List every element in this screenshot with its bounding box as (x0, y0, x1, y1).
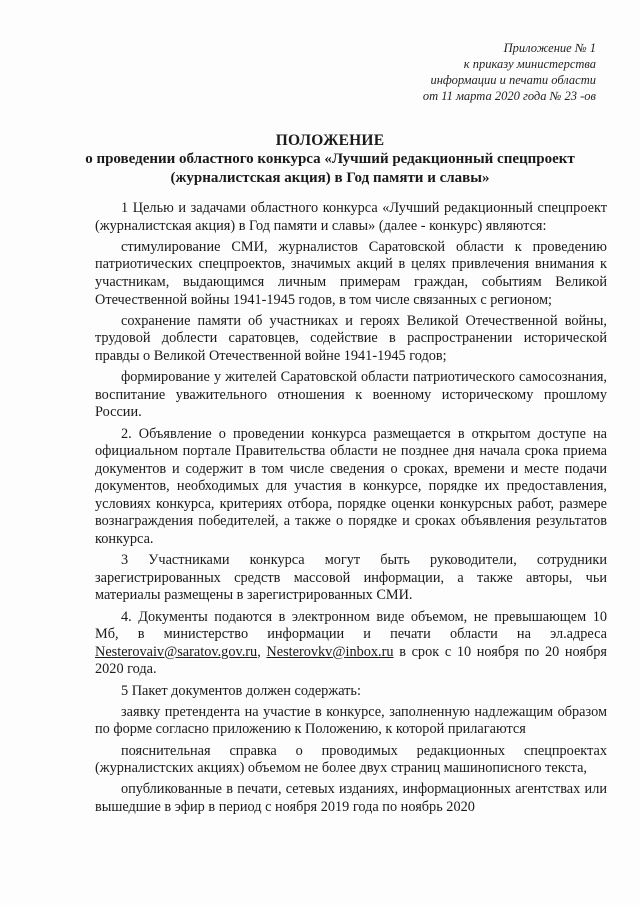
annex-line-2: к приказу министерства (463, 57, 596, 71)
document-subtitle (60, 150, 600, 188)
annex-line-3: информации и печати области (430, 73, 596, 87)
paragraph-7-start: 4. Документы подаются в электронном виде объемом, не превышающем 10 Мб, в министерство информации и печати области на эл.адреса (95, 608, 607, 643)
paragraph-5: 2. Объявление о проведении конкурса размещается в открытом доступе на официальном портале Правительства области не позднее дня начала срока приема документов и содержит в том числе сведения о сроках, времени и месте подачи документов, необходимых для участия в конкурсе, порядке их предоставления, условиях конкурса, критериях отбора, порядке оценки конкурсных работ, размере вознаграждения победителей, а также о порядке и сроках объявления результатов конкурса. (95, 425, 607, 548)
annex-line-1: Приложение № 1 (503, 41, 596, 55)
paragraph-7-end: в срок с 10 ноября по 20 ноября 2020 года. (95, 643, 607, 678)
subtitle-line-2: (журналистская акция) в Год памяти и славы» (170, 170, 490, 186)
annex-line-4: от 11 марта 2020 года № 23 -ов (422, 89, 596, 103)
subtitle-line-1: о проведении областного конкурса «Лучший редакционный спецпроект (85, 151, 575, 167)
email-link-nesterovaiv[interactable]: Nesterovaiv@saratov.gov.ru (95, 643, 258, 660)
paragraph-8: 5 Пакет документов должен содержать: (121, 682, 361, 699)
paragraph-7 (95, 609, 607, 679)
document-title: ПОЛОЖЕНИЕ (275, 132, 385, 149)
document-body (95, 200, 607, 820)
paragraph-7-separator: , (257, 643, 267, 660)
paragraph-1: 1 Целью и задачами областного конкурса «Лучший редакционный спецпроект (журналистская акция) в Год памяти и славы» (далее - конкурс) являются: (95, 200, 607, 234)
email-link-nesterovkv[interactable]: Nesterovkv@inbox.ru (266, 643, 394, 660)
paragraph-2: стимулирование СМИ, журналистов Саратовской области к проведению патриотических спецпроектов, значимых акций в целях привлечения внимания к участникам, выдающимся личным примерам граждан, событиям Великой Отечественной войны 1941-1945 годов, в том числе связанных с регионом; (95, 238, 607, 308)
paragraph-6: 3 Участниками конкурса могут быть руководители, сотрудники зарегистрированных средств массовой информации, а также авторы, чьи материалы размещены в зарегистрированных СМИ. (95, 552, 607, 604)
paragraph-10: пояснительная справка о проводимых редакционных спецпроектах (журналистских акциях) объемом не более двух страниц машинописного текста, (95, 742, 607, 777)
annex-header (423, 40, 596, 104)
paragraph-11: опубликованные в печати, сетевых изданиях, информационных агентствах или вышедшие в эфир в период с ноября 2019 года по ноябрь 2020 (95, 781, 607, 815)
paragraph-4: формирование у жителей Саратовской области патриотического самосознания, воспитание уважительного отношения к военному историческому прошлому России. (95, 369, 607, 421)
paragraph-3: сохранение памяти об участниках и героях Великой Отечественной войны, трудовой доблести саратовцев, содействие в распространении исторической правды о Великой Отечественной войне 1941-1945 годов; (95, 312, 607, 364)
paragraph-9: заявку претендента на участие в конкурсе, заполненную надлежащим образом по форме согласно приложению к Положению, к которой прилагаются (95, 703, 607, 738)
